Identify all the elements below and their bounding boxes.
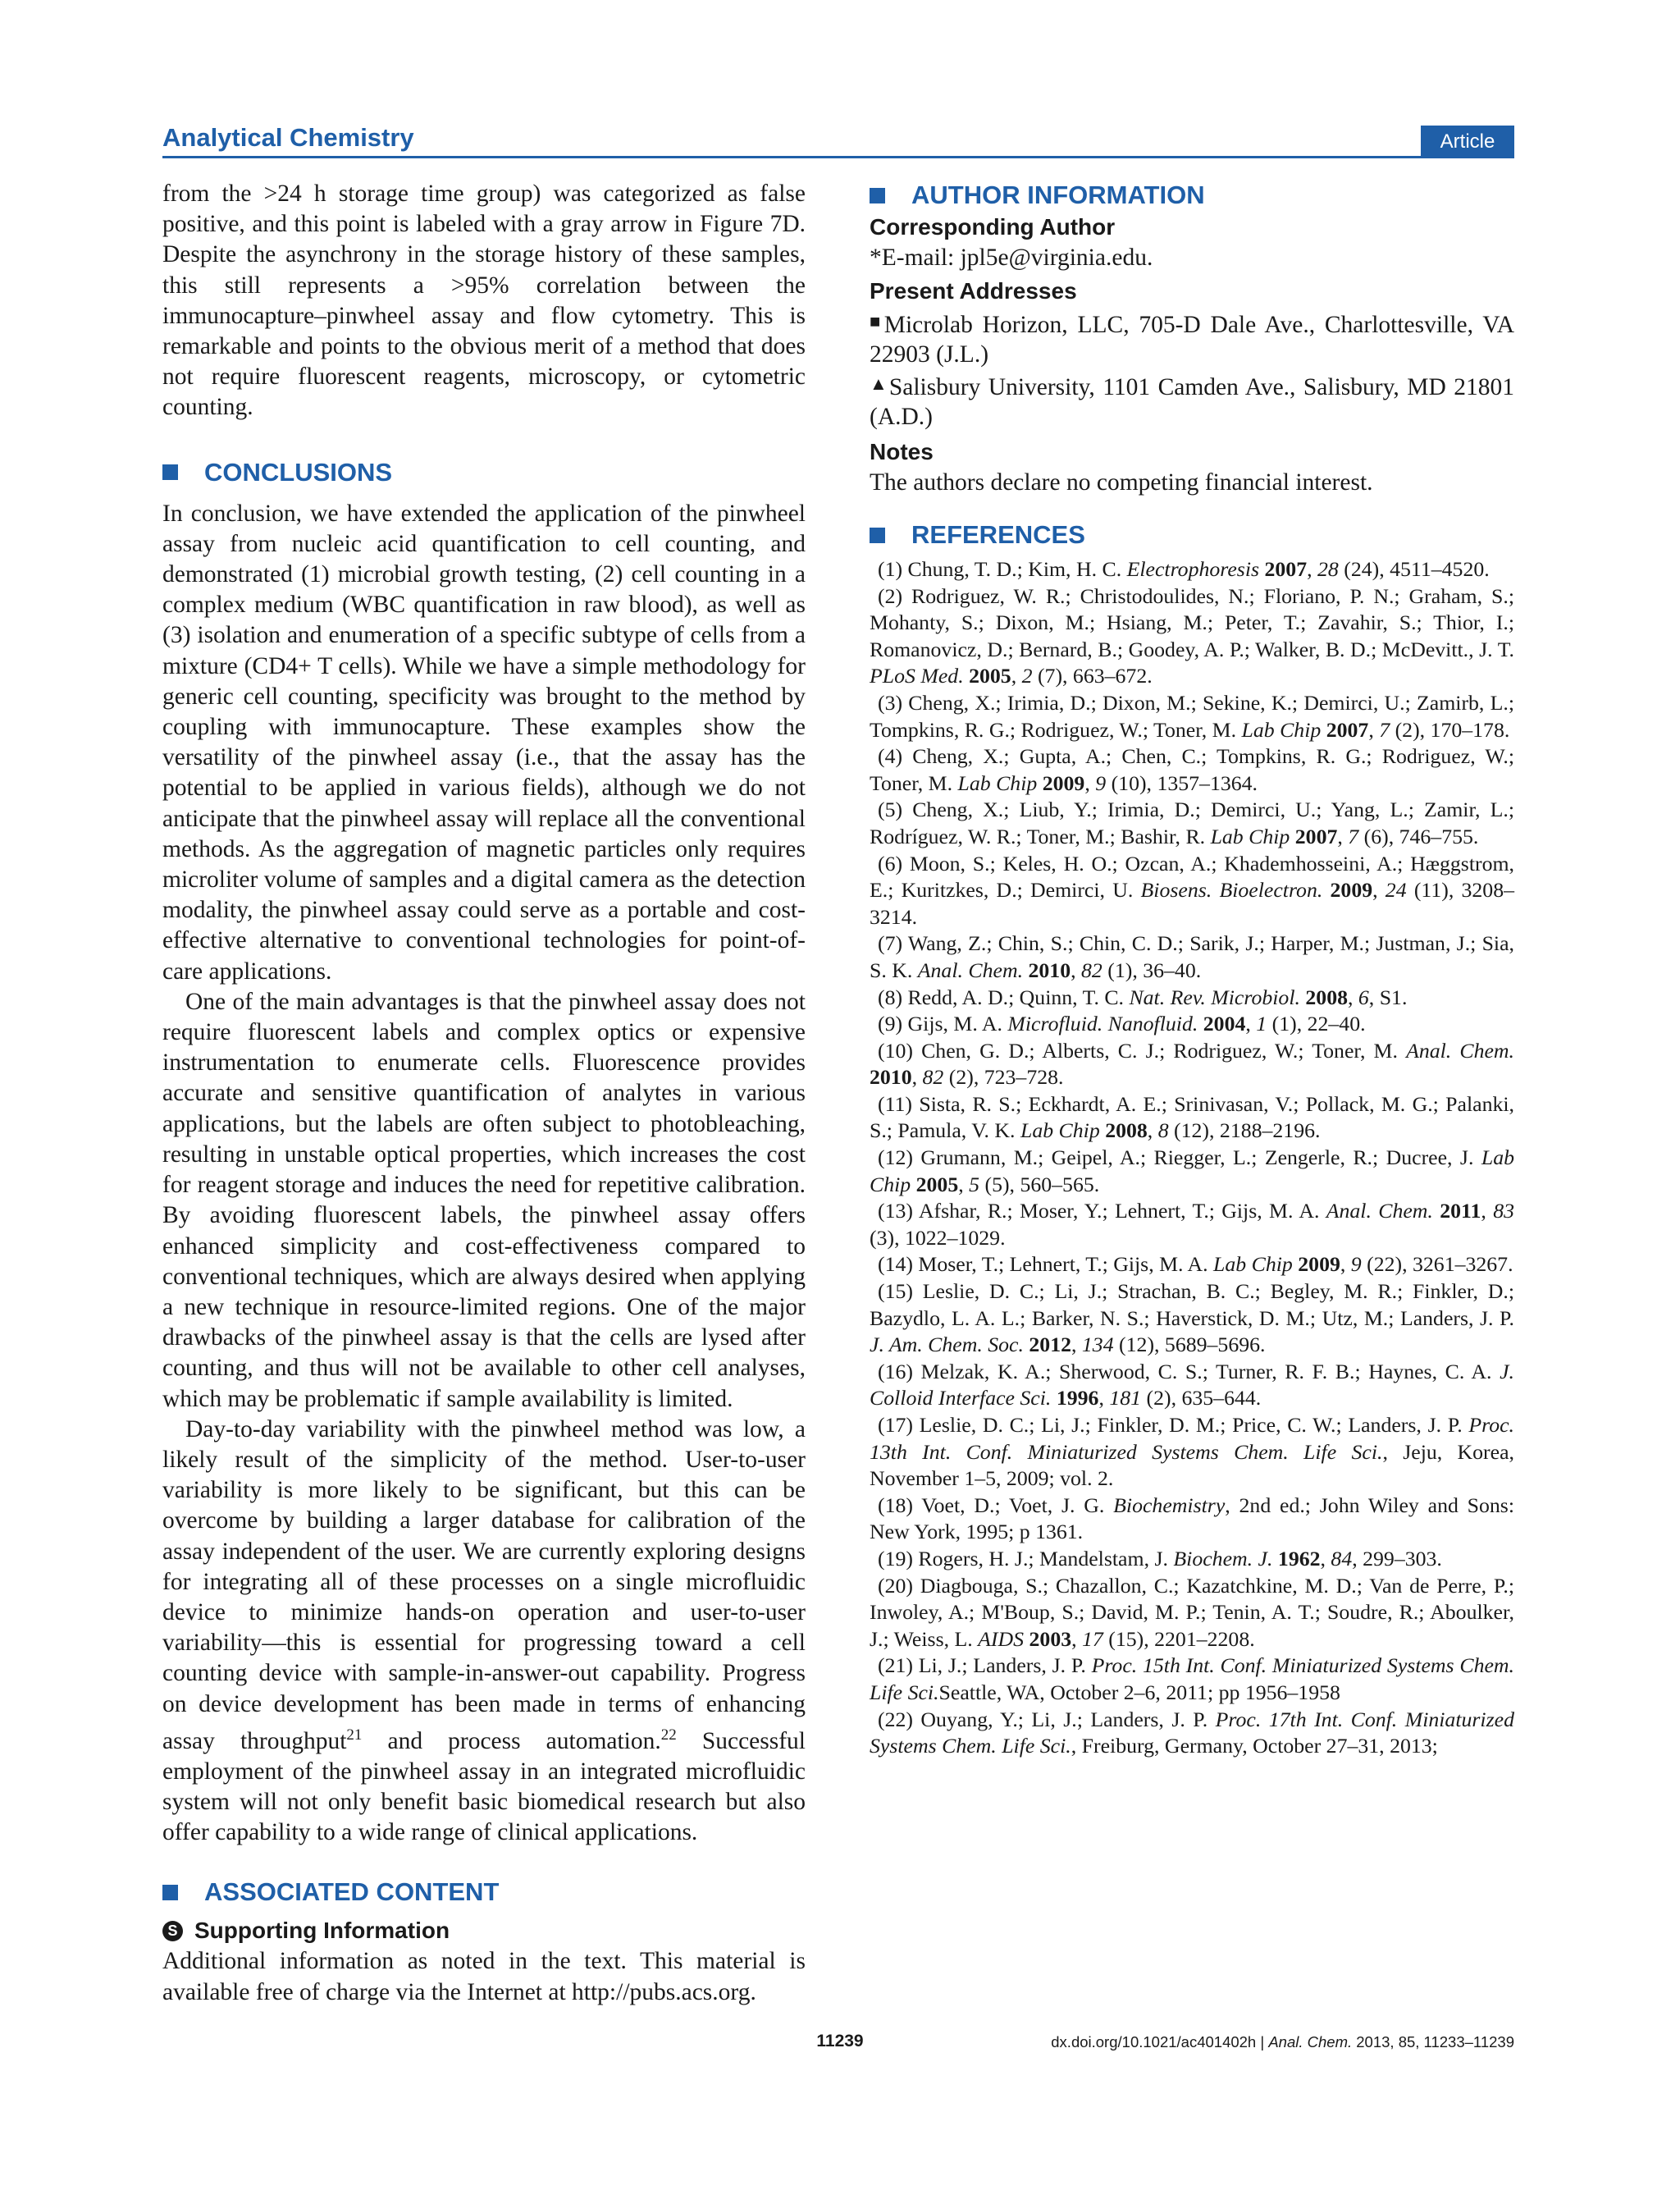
doi-link[interactable]: dx.doi.org/10.1021/ac401402h — [1051, 2033, 1257, 2050]
citation-22[interactable]: 22 — [660, 1726, 677, 1744]
article-badge: Article — [1421, 126, 1514, 158]
conclusions-heading-label: CONCLUSIONS — [204, 457, 393, 487]
p3-part-c: Successful employment of the pinwheel assay in an integrated microfluidic system will not only benefit basic biomedical research but also offer capability to a wide range of clinical applications. — [162, 1727, 806, 1846]
section-square-icon — [870, 188, 885, 203]
triangle-marker-icon: ▲ — [870, 373, 889, 394]
reference-item-12: (12) Grumann, M.; Geipel, A.; Riegger, L.; Zengerle, R.; Ducree, J. Lab Chip 2005, 5 (5), 560–565. — [870, 1145, 1514, 1196]
notes-text: The authors declare no competing financial interest. — [870, 469, 1373, 496]
reference-item-7: (7) Wang, Z.; Chin, S.; Chin, C. D.; Sarik, J.; Harper, M.; Justman, J.; Sia, S. K. Anal. Chem. 2010, 82 (1), 36–40. — [870, 931, 1514, 982]
references-heading — [870, 519, 1514, 551]
reference-item-2: (2) Rodriguez, W. R.; Christodoulides, N.; Floriano, P. N.; Graham, S.; Mohanty, S.; Dixon, M.; Hsiang, M.; Peter, T.; Zavahir, S.; Thior, I.; Romanovicz, D.; Bernard, B.; Goodey, A. P.; Walker, B. D.; McDevitt., J. T. PLoS Med. 2005, 2 (7), 663–672. — [870, 583, 1514, 688]
reference-item-19: (19) Rogers, H. J.; Mandelstam, J. Biochem. J. 1962, 84, 299–303. — [878, 1546, 1442, 1570]
right-column — [870, 179, 1514, 1760]
notes-heading: Notes — [870, 439, 934, 464]
address-2-text: Salisbury University, 1101 Camden Ave., Salisbury, MD 21801 (A.D.) — [870, 374, 1514, 430]
corresponding-author-heading: Corresponding Author — [870, 214, 1116, 240]
citation-journal: Anal. Chem. — [1268, 2033, 1353, 2050]
references-heading-label: REFERENCES — [911, 520, 1085, 549]
reference-item-20: (20) Diagbouga, S.; Chazallon, C.; Kazatchkine, M. D.; Van de Perre, P.; Inwoley, A.; M'Boup, S.; David, M. P.; Tenin, A. T.; Soudre, R.; Aboulker, J.; Weiss, L. AIDS 2003, 17 (15), 2201–2208. — [870, 1573, 1514, 1651]
reference-item-8: (8) Redd, A. D.; Quinn, T. C. Nat. Rev. Microbiol. 2008, 6, S1. — [878, 985, 1408, 1009]
reference-item-9: (9) Gijs, M. A. Microfluid. Nanofluid. 2004, 1 (1), 22–40. — [878, 1012, 1366, 1036]
reference-list — [870, 556, 1514, 1760]
page-number: 11239 — [816, 2032, 864, 2050]
reference-item-21: (21) Li, J.; Landers, J. P. Proc. 15th Int. Conf. Miniaturized Systems Chem. Life Sci.Seattle, WA, October 2–6, 2011; pp 1956–1958 — [870, 1653, 1514, 1704]
reference-item-18: (18) Voet, D.; Voet, J. G. Biochemistry, 2nd ed.; John Wiley and Sons: New York, 1995; p 1361. — [870, 1493, 1515, 1544]
citation-details: 2013, 85, 11233–11239 — [1352, 2033, 1514, 2050]
supporting-info-heading — [162, 1915, 806, 1946]
supporting-info-text: Additional information as noted in the text. This material is available free of charge via the Internet at http://pubs.acs.org. — [162, 1948, 806, 2005]
reference-item-11: (11) Sista, R. S.; Eckhardt, A. E.; Srinivasan, V.; Pollack, M. G.; Palanki, S.; Pamula, V. K. Lab Chip 2008, 8 (12), 2188–2196. — [870, 1091, 1514, 1143]
reference-item-5: (5) Cheng, X.; Liub, Y.; Irimia, D.; Demirci, U.; Yang, L.; Zamir, L.; Rodríguez, W. R.; Toner, M.; Bashir, R. Lab Chip 2007, 7 (6), 746–755. — [870, 798, 1514, 848]
section-square-icon — [870, 528, 885, 543]
reference-item-14: (14) Moser, T.; Lehnert, T.; Gijs, M. A. Lab Chip 2009, 9 (22), 3261–3267. — [878, 1252, 1513, 1277]
reference-item-17: (17) Leslie, D. C.; Li, J.; Finkler, D. M.; Price, C. W.; Landers, J. P. Proc. 13th Int. Conf. Miniaturized Systems Chem. Life Sci., Jeju, Korea, November 1–5, 2009; vol. 2. — [870, 1413, 1514, 1491]
associated-content-heading — [162, 1876, 806, 1909]
reference-item-13: (13) Afshar, R.; Moser, Y.; Lehnert, T.; Gijs, M. A. Anal. Chem. 2011, 83 (3), 1022–1029. — [870, 1199, 1514, 1250]
conclusions-paragraph-3 — [162, 1415, 806, 1849]
section-square-icon — [162, 1885, 178, 1900]
supporting-info-icon: S — [162, 1921, 183, 1941]
author-heading-label: AUTHOR INFORMATION — [911, 181, 1205, 209]
corresponding-email[interactable]: *E-mail: jpl5e@virginia.edu. — [870, 245, 1153, 271]
reference-item-16: (16) Melzak, K. A.; Sherwood, C. S.; Turner, R. F. B.; Haynes, C. A. J. Colloid Interface Sci. 1996, 181 (2), 635–644. — [870, 1359, 1514, 1410]
square-marker-icon: ■ — [870, 311, 884, 331]
reference-item-1: (1) Chung, T. D.; Kim, H. C. Electrophoresis 2007, 28 (24), 4511–4520. — [878, 557, 1490, 581]
conclusions-heading — [162, 456, 806, 489]
reference-item-22: (22) Ouyang, Y.; Li, J.; Landers, J. P. Proc. 17th Int. Conf. Miniaturized Systems Chem. Life Sci., Freiburg, Germany, October 27–31, 2013; — [870, 1707, 1514, 1758]
p3-part-b: and process automation. — [362, 1727, 661, 1754]
left-column — [162, 179, 806, 2008]
header-rule — [162, 156, 1421, 158]
reference-item-10: (10) Chen, G. D.; Alberts, C. J.; Rodriguez, W.; Toner, M. Anal. Chem. 2010, 82 (2), 723–728. — [870, 1038, 1514, 1090]
author-info-heading — [870, 179, 1514, 212]
conclusions-paragraph-2: One of the main advantages is that the pinwheel assay does not require fluorescent labels and complex optics or expensive instrumentation to enumerate cells. Fluorescence provides accurate and sensitive quantification of analytes in various applications, but the labels are often subject to photobleaching, resulting in unstable optical properties, which increases the cost for reagent storage and induces the need for repetitive calibration. By avoiding fluorescent labels, the pinwheel assay offers enhanced simplicity and cost-effectiveness compared to conventional techniques, which are always desired when applying a new technique in resource-limited regions. One of the major drawbacks of the pinwheel assay is that the cells are lysed after counting, and thus will not be available to other cell analyses, which may be problematic if sample availability is limited. — [162, 988, 806, 1412]
conclusions-paragraph-1: In conclusion, we have extended the application of the pinwheel assay from nucleic acid quantification to cell counting, and demonstrated (1) microbial growth testing, (2) cell counting in a complex medium (WBC quantification in raw blood), as well as (3) isolation and enumeration of a specific subtype of cells from a mixture (CD4+ T cells). While we have a simple methodology for generic cell counting, specificity was brought to the method by coupling with immunocapture. These examples show the versatility of the pinwheel assay (i.e., that the assay has the potential to be applied in various fields), although we do not anticipate that the pinwheel assay will replace all the conventional methods. As the aggregation of magnetic particles only requires microliter volume of samples and a digital camera as the detection modality, the pinwheel assay could serve as a portable and cost-effective alternative to conventional technologies for point-of-care applications. — [162, 500, 806, 985]
intro-paragraph: from the >24 h storage time group) was categorized as false positive, and this point is labeled with a gray arrow in Figure 7D. Despite the asynchrony in the storage history of these samples, this still represents a >95% correlation between the immunocapture–pinwheel assay and flow cytometry. This is remarkable and points to the obvious merit of a method that does not require fluorescent reagents, microscopy, or cytometric counting. — [162, 181, 806, 421]
address-1 — [870, 307, 1514, 369]
supporting-heading-label: Supporting Information — [194, 1918, 450, 1944]
reference-item-4: (4) Cheng, X.; Gupta, A.; Chen, C.; Tompkins, R. G.; Rodriguez, W.; Toner, M. Lab Chip 2009, 9 (10), 1357–1364. — [870, 744, 1514, 795]
journal-title: Analytical Chemistry — [162, 123, 414, 152]
section-square-icon — [162, 464, 178, 480]
citation-21[interactable]: 21 — [346, 1726, 363, 1744]
associated-heading-label: ASSOCIATED CONTENT — [204, 1877, 500, 1907]
citation-separator: | — [1256, 2033, 1269, 2050]
present-addresses-heading: Present Addresses — [870, 278, 1077, 304]
reference-item-3: (3) Cheng, X.; Irimia, D.; Dixon, M.; Sekine, K.; Demirci, U.; Zamirb, L.; Tompkins, R. G.; Rodriguez, W.; Toner, M. Lab Chip 2007, 7 (2), 170–178. — [870, 690, 1514, 742]
p3-part-a: Day-to-day variability with the pinwheel method was low, a likely result of the simplicity of the method. User-to-user variability is more likely to be significant, but this can be overcome by building a larger database for calibration of the assay independent of the user. We are currently exploring designs for integrating all of these processes on a single microfluidic device to minimize hands-on operation and user-to-user variability—this is essential for progressing toward a cell counting device with sample-in-answer-out capability. Progress on device development has been made in terms of enhancing assay throughput — [162, 1415, 806, 1754]
reference-item-6: (6) Moon, S.; Keles, H. O.; Ozcan, A.; Khademhosseini, A.; Hæggstrom, E.; Kuritzkes, D.; Demirci, U. Biosens. Bioelectron. 2009, 24 (11), 3208–3214. — [870, 851, 1515, 929]
address-1-text: Microlab Horizon, LLC, 705-D Dale Ave., Charlottesville, VA 22903 (J.L.) — [870, 312, 1515, 368]
footer-citation — [1051, 2033, 1514, 2051]
address-2 — [870, 369, 1514, 432]
reference-item-15: (15) Leslie, D. C.; Li, J.; Strachan, B. C.; Begley, M. R.; Finkler, D.; Bazydlo, L. A. L.; Barker, N. S.; Haverstick, D. M.; Utz, M.; Landers, J. P. J. Am. Chem. Soc. 2012, 134 (12), 5689–5696. — [870, 1279, 1514, 1357]
